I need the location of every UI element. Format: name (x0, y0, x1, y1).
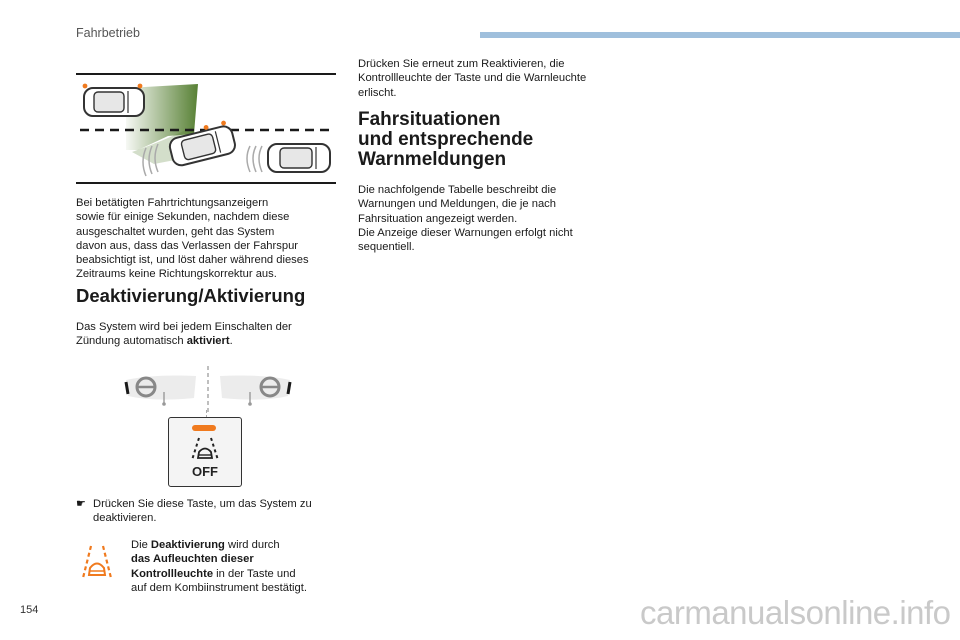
auto-activation-paragraph: Das System wird bei jedem Einschalten der Zündung automatisch aktiviert. (76, 321, 292, 348)
watermark: carmanualsonline.info (640, 594, 951, 631)
illustration-top-rule (76, 73, 336, 75)
page-number: 154 (20, 604, 39, 616)
section-header: Fahrbetrieb (76, 26, 140, 40)
lane-departure-illustration (76, 76, 338, 180)
pointing-hand-icon: ☛ (76, 498, 86, 510)
warning-lamp-icon (192, 425, 216, 431)
reactivation-paragraph: Drücken Sie erneut zum Reaktivieren, die Kontrollleuchte der Taste und die Warnleuchte erlischt. (358, 58, 587, 99)
activated-word: aktiviert (186, 335, 230, 348)
section-heading-deactivation: Deaktivierung/Aktivierung (76, 285, 306, 306)
dashboard-location-icon (124, 366, 294, 412)
off-label: OFF (192, 464, 218, 479)
intro-paragraph: Bei betätigten Fahrtrichtungsanzeigern sowie für einige Sekunden, nachdem diese ausgeschaltet wurden, geht das System davon aus, dass das Verlassen der Fahrspur beabsichtigt ist, und löst daher während dieses Zeitraums keine Richtungskorrektur aus. (76, 197, 309, 281)
press-button-instruction: Drücken Sie diese Taste, um das System zu deaktivieren. (93, 498, 312, 525)
deactivation-confirmation-note: Die Deaktivierung wird durch das Aufleuchten dieser Kontrollleuchte in der Taste und auf dem Kombiinstrument bestätigt. (131, 539, 307, 594)
lane-warning-icon (80, 544, 114, 580)
lane-car-icon (189, 436, 221, 462)
illustration-bottom-rule (76, 182, 336, 184)
section-heading-driving-situations: Fahrsituationen und entsprechende Warnmeldungen (358, 109, 534, 170)
header-accent-bar (480, 32, 960, 38)
lane-assist-off-button[interactable] (168, 417, 242, 487)
table-description-paragraph: Die nachfolgende Tabelle beschreibt die Warnungen und Meldungen, die je nach Fahrsituation angezeigt werden. Die Anzeige dieser Warnungen erfolgt nicht sequentiell. (358, 184, 573, 254)
